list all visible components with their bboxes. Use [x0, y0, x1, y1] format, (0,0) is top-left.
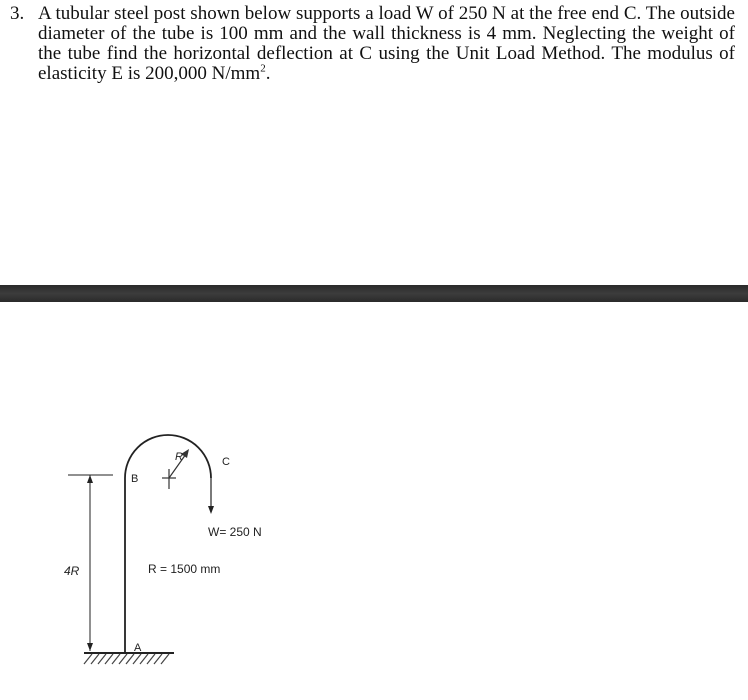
- problem-text-end: .: [265, 63, 271, 84]
- dimension-arrow-bottom: [87, 643, 93, 651]
- label-r: R: [175, 451, 183, 463]
- label-c: C: [222, 456, 230, 468]
- fixed-support: [84, 653, 174, 664]
- problem-text: A tubular steel post shown below supports a load W of 250 N at the free end C. The outside diameter of the tube is 100 mm and the wall thickness is 4 mm. Neglecting the weight of the tube find the horizontal deflection at C using the Unit Load Method. The modulus of elasticity E is 200,000 N/mm: [38, 3, 735, 84]
- label-4r: 4R: [64, 564, 80, 578]
- problem-number: 3.: [10, 3, 25, 24]
- radius-label: R = 1500 mm: [148, 562, 221, 576]
- problem-text-block: [38, 4, 735, 84]
- load-label: W= 250 N: [208, 525, 262, 539]
- label-b: B: [131, 473, 139, 485]
- height-dimension: [68, 475, 113, 651]
- dimension-arrow-top: [87, 475, 93, 483]
- load-arrow: [208, 478, 214, 514]
- section-divider: [0, 285, 748, 302]
- problem-statement: [10, 4, 735, 84]
- unit-superscript: 2: [260, 62, 266, 75]
- post-diagram: [0, 302, 748, 700]
- post-centerline: [125, 435, 211, 653]
- label-a: A: [134, 642, 142, 654]
